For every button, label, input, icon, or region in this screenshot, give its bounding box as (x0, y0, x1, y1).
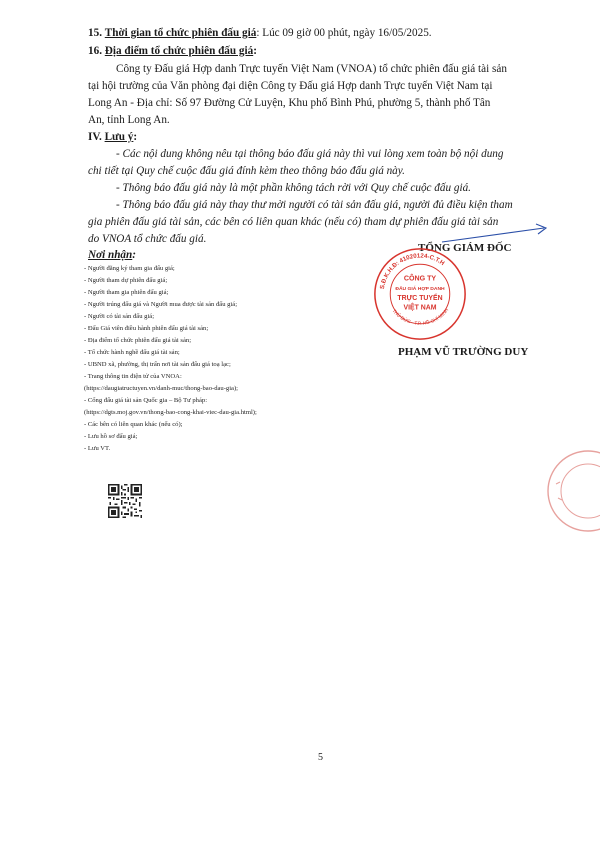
seal-bottom-text: THỦ ĐỨC - T.P. HỒ CHÍ MINH (390, 308, 451, 327)
section-16-line: An, tỉnh Long An. (88, 114, 170, 126)
section-16-title: Địa điểm tổ chức phiên đấu giá (104, 45, 254, 57)
recipients-title: Nơi nhận (88, 249, 133, 261)
recipients-colon: : (132, 249, 136, 261)
partial-seal (526, 446, 600, 536)
recipient-item: (https://daugiatructuyen.vn/danh-muc/thong-bao-dau-gia); (84, 385, 238, 392)
recipient-item: - Lưu VT. (84, 445, 111, 452)
recipients-heading (88, 248, 136, 262)
section-iv-heading (88, 130, 137, 144)
note-line: chi tiết tại Quy chế cuộc đấu giá đính kèm theo thông báo đấu giá này. (88, 165, 405, 177)
signer-name: PHẠM VŨ TRƯỜNG DUY (398, 346, 529, 358)
note-line: - Các nội dung không nêu tại thông báo đấu giá này thì vui lòng xem toàn bộ nội dung (116, 148, 504, 160)
svg-text:S.Đ.K.H.Đ: 41020124-C.T.H (379, 252, 446, 289)
recipient-item: - Người tham gia phiên đấu giá; (84, 289, 169, 296)
note-line: gia phiên đấu giá tài sản, các bên có liên quan khác (nếu có) tham dự phiên đấu giá tài sản (88, 216, 499, 228)
recipient-item: - Tổ chức hành nghề đấu giá tài sản; (84, 349, 180, 356)
section-15-title: Thời gian tổ chức phiên đấu giá (104, 27, 257, 39)
seal-ring-text: S.Đ.K.H.Đ: 41020124-C.T.H (378, 252, 446, 290)
note-line: - Thông báo đấu giá này thay thư mời người có tài sản đấu giá, người đủ điều kiện tham (116, 199, 513, 211)
note-line: do VNOA tổ chức đấu giá. (88, 233, 207, 245)
recipient-item: (https://dgts.moj.gov.vn/thong-bao-cong-khai-viec-dau-gia.html); (84, 409, 257, 416)
section-15-value: : Lúc 09 giờ 00 phút, ngày 16/05/2025. (256, 27, 432, 39)
recipient-item: - Trang thông tin điện tử của VNOA: (84, 373, 182, 380)
seal-line: TRỰC TUYẾN (397, 294, 443, 302)
page-number: 5 (318, 752, 323, 763)
qr-code-icon (108, 484, 142, 518)
recipient-item: - UBND xã, phường, thị trấn nơi tài sản đấu giá toạ lạc; (84, 361, 231, 368)
section-16-line: Long An - Địa chỉ: Số 97 Đường Cử Luyện, Khu phố Bình Phú, phường 5, thành phố Tân (88, 97, 491, 109)
recipient-item: - Các bên có liên quan khác (nếu có); (84, 421, 183, 428)
section-iv-number: IV. (88, 131, 102, 143)
recipient-item: - Người đăng ký tham gia đấu giá; (84, 265, 175, 272)
recipient-item: - Địa điểm tổ chức phiên đấu giá tài sản; (84, 337, 192, 344)
recipient-item: - Đấu Giá viên điều hành phiên đấu giá tài sản; (84, 325, 209, 332)
section-16-line: tại hội trường của Văn phòng đại diện Công ty Đấu giá Hợp danh Trực tuyến Việt Nam tại (88, 80, 493, 92)
note-line: - Thông báo đấu giá này là một phần không tách rời với Quy chế cuộc đấu giá. (116, 182, 471, 194)
section-15-number: 15. (88, 27, 102, 39)
section-15 (88, 26, 432, 40)
company-seal (372, 246, 468, 342)
recipient-item: - Người tham dự phiên đấu giá; (84, 277, 168, 284)
seal-line: VIỆT NAM (403, 304, 437, 312)
section-16-line: Công ty Đấu giá Hợp danh Trực tuyến Việt Nam (VNOA) tổ chức phiên đấu giá tài sản (116, 63, 507, 75)
recipient-item: - Cổng đấu giá tài sản Quốc gia – Bộ Tư pháp: (84, 397, 208, 404)
section-16-heading (88, 44, 257, 58)
recipient-item: - Lưu hồ sơ đấu giá; (84, 433, 138, 440)
section-16-colon: : (253, 45, 257, 57)
seal-line: CÔNG TY (403, 274, 437, 283)
seal-line: ĐẤU GIÁ HỢP DANH (395, 286, 445, 293)
section-iv-title: Lưu ý (104, 131, 134, 143)
section-iv-colon: : (133, 131, 138, 143)
section-16-number: 16. (88, 45, 102, 57)
recipient-item: - Người trúng đấu giá và Người mua được tài sản đấu giá; (84, 301, 238, 308)
signer-title: TỔNG GIÁM ĐỐC (418, 242, 512, 254)
recipient-item: - Người có tài sản đấu giá; (84, 313, 155, 320)
